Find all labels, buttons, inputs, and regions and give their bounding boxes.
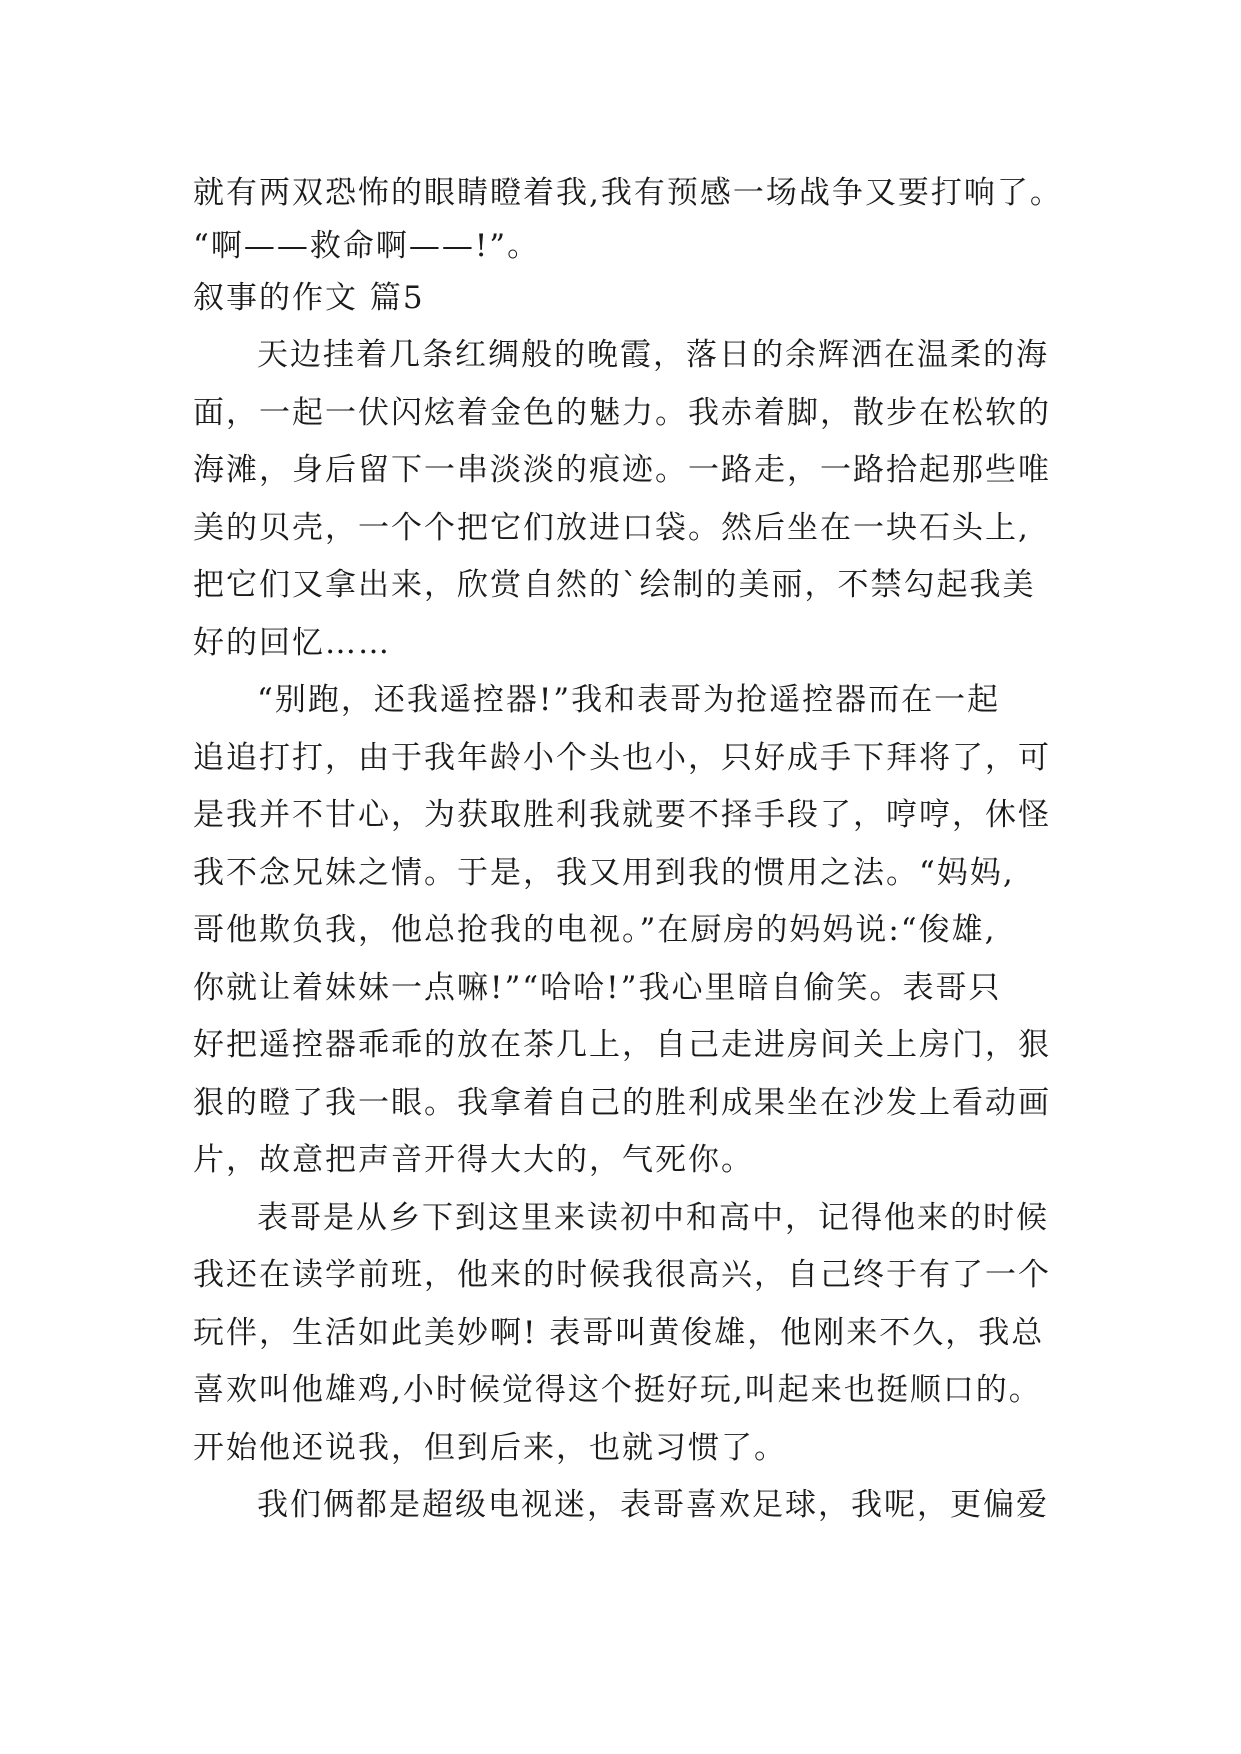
paragraph-4 bbox=[193, 1477, 1093, 1535]
text-line: 好把遥控器乖乖的放在茶几上，自己走进房间关上房门，狠 bbox=[193, 1027, 1051, 1063]
text-line: 我们俩都是超级电视迷，表哥喜欢足球，我呢，更偏爱 bbox=[257, 1487, 1049, 1523]
text-line: 喜欢叫他雄鸡,小时候觉得这个挺好玩,叫起来也挺顺口的。 bbox=[193, 1372, 1042, 1408]
text-line: 天边挂着几条红绸般的晚霞，落日的余辉洒在温柔的海 bbox=[257, 337, 1049, 373]
text-line: 你就让着妹妹一点嘛!”“哈哈!”我心里暗自偷笑。表哥只 bbox=[193, 969, 1002, 1006]
text-line: 就有两双恐怖的眼睛瞪着我,我有预感一场战争又要打响了。 bbox=[193, 175, 1063, 211]
text-line: 开始他还说我，但到后来，也就习惯了。 bbox=[193, 1429, 787, 1466]
paragraph-3 bbox=[193, 1190, 1093, 1478]
text-line: 美的贝壳，一个个把它们放进口袋。然后坐在一块石头上, bbox=[193, 509, 1030, 546]
text-line: 片，故意把声音开得大大的，气死你。 bbox=[193, 1142, 754, 1178]
text-line: 我不念兄妹之情。于是，我又用到我的惯用之法。“妈妈, bbox=[193, 854, 1015, 891]
paragraph-2 bbox=[193, 672, 1093, 1190]
text-line: 把它们又拿出来，欣赏自然的`绘制的美丽，不禁勾起我美 bbox=[193, 567, 1036, 603]
text-line: “别跑，还我遥控器!”我和表哥为抢遥控器而在一起 bbox=[257, 682, 1001, 718]
text-line: 我还在读学前班，他来的时候我很高兴，自己终于有了一个 bbox=[193, 1257, 1051, 1293]
text-line: “啊——救命啊——!”。 bbox=[193, 227, 541, 264]
article-body bbox=[193, 165, 1093, 1535]
text-line: 海滩，身后留下一串淡淡的痕迹。一路走，一路拾起那些唯 bbox=[193, 452, 1051, 488]
text-line: 玩伴，生活如此美妙啊! 表哥叫黄俊雄，他刚来不久，我总 bbox=[193, 1314, 1045, 1351]
text-line: 追追打打，由于我年龄小个头也小，只好成手下拜将了，可 bbox=[193, 739, 1051, 776]
section-title: 叙事的作文 篇5 bbox=[193, 279, 425, 316]
text-line: 好的回忆…… bbox=[193, 624, 391, 661]
text-line: 狠的瞪了我一眼。我拿着自己的胜利成果坐在沙发上看动画 bbox=[193, 1084, 1051, 1121]
text-line: 哥他欺负我，他总抢我的电视。”在厨房的妈妈说:“俊雄, bbox=[193, 912, 997, 948]
text-line: 面，一起一伏闪炫着金色的魅力。我赤着脚，散步在松软的 bbox=[193, 394, 1051, 431]
text-line: 是我并不甘心，为获取胜利我就要不择手段了，哼哼，休怪 bbox=[193, 797, 1051, 833]
text-line: 表哥是从乡下到这里来读初中和高中，记得他来的时候 bbox=[257, 1199, 1049, 1236]
paragraph-1 bbox=[193, 327, 1093, 672]
